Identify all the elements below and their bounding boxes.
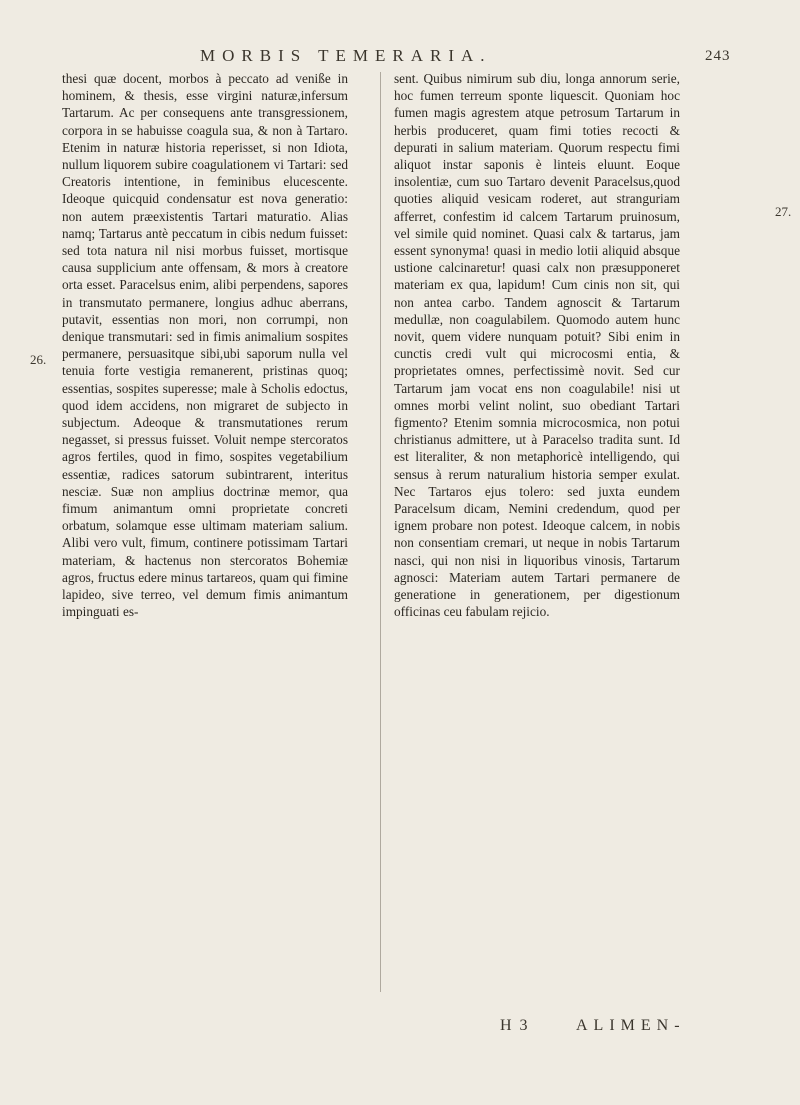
margin-number-right: 27.: [775, 204, 792, 219]
right-column-text: sent. Quibus nimirum sub diu, longa annorum serie, hoc fumen terreum sponte liquescit. Quoniam hoc fumen magis agrestem atque petrosum Tartarum in herbis produceret, quam fimi toties recocti & depurati in salium materiam. Quorum respectu fimi aliquot instar saponis è linteis eluunt. Eoque insolentiæ, cum suo Tartaro devenit Paracelsus,quod quoties aliquid vesicam roderet, aut stranguriam afferret, confestim id calcem Tartarum pruinosum, vel simile quid nominet. Quasi calx & tartarus, jam essent synonyma! quasi in medio lotii aliquid absque ustione calcinaretur! quasi calx non præsupponeret materiam ex qua, lapidum! Cum cinis non sit, qui non antea carbo. Tandem agnoscit & Tartarum medullæ, non coagulabilem. Quomodo autem hunc novit, quem videre nunquam potuit? Sibi enim in cunctis credi vult qui microcosmi entia, & proprietates omnes, perfectissimè novit. Sed cur Tartarum jam vocat ens non coagulabile! nisi ut omnes morbi velint nolint, suo obediant Tartari figmento? Etenim somnia microcosmica, non potui christianus admittere, ut à Paracelso tradita sunt. Id est literaliter, & non metaphoricè intelligendo, qui sensus à rerum naturalium historia semper exulat. Nec Tartaros ejus tolero: sed juxta eundem Paracelsum dicam, Nemini credendum, quod per ignem probare non potest. Ideoque calcem, in nobis non consentiam cremari, ut neque in nobis Tartarum nasci, qui non nisi in liquoribus vinosis, Tartarum agnosci: Materiam autem Tartari permanere de generatione in generationem, per digestionum officinas ceu fabulam rejicio.: [394, 71, 680, 620]
catchword: ALIMEN-: [576, 1017, 686, 1034]
margin-number-left: 26.: [30, 352, 47, 367]
right-column: [394, 70, 680, 621]
running-title: MORBIS TEMERARIA.: [200, 46, 492, 65]
signature-mark: H 3: [500, 1017, 530, 1034]
running-header: [200, 46, 731, 66]
left-column-text: thesi quæ docent, morbos à peccato ad veniße in hominem, & thesis, esse virgini naturæ,infersum Tartarum. Ac per consequens ante transgressionem, corpora in se habuisse coagula sua, & non à Tartaro. Etenim in naturæ historia reperisset, si non Idiota, nullum liquorem subire coagulationem vi Tartari: sed Creatoris intentione, in feminibus elucescente. Ideoque quicquid condensatur est nova generatio: non autem præexistentis Tartari maturatio. Alias namq; Tartarus antè peccatum in cibis nedum fuisset: sed tota natura nil nisi morbus fuisset, mortisque causa supplicium ante offensam, & mors à creatore orta esset. Paracelsus enim, alibi perpendens, sapores in transmutato permanere, longius adhuc aberrans, putavit, essentias non mori, non corrumpi, non denique transmutari: sed in fimis animalium sospites permanere, persuasitque sibi,ubi saporum nulla vel tenuia forte vestigia remanerent, pristinas quoq; essentias, sospites superesse; male à Scholis edoctus, quod idem accidens, non migraret de subjecto in subjectum. Adeoque & transmutationes rerum negasset, si pressus fuisset. Voluit nempe stercoratos agros fertiles, quod in fimo, sospites vegetabilium essentiæ, radices satorum subintrarent, interitus nesciæ. Suæ non amplius doctrinæ memor, qua fimum animantum omni proprietate concreti orbatum, solamque esse ultimam materiam salium. Alibi vero vult, fimum, continere potissimam Tartari materiam, & hactenus non stercoratos Bohemiæ agros, fructus edere minus tartareos, quam qui fimine lapideo, sive terreo, vel demum fimis animantum impinguati es-: [62, 71, 348, 620]
column-divider: [380, 72, 381, 992]
left-column: [62, 70, 348, 621]
page-number: 243: [705, 48, 731, 64]
